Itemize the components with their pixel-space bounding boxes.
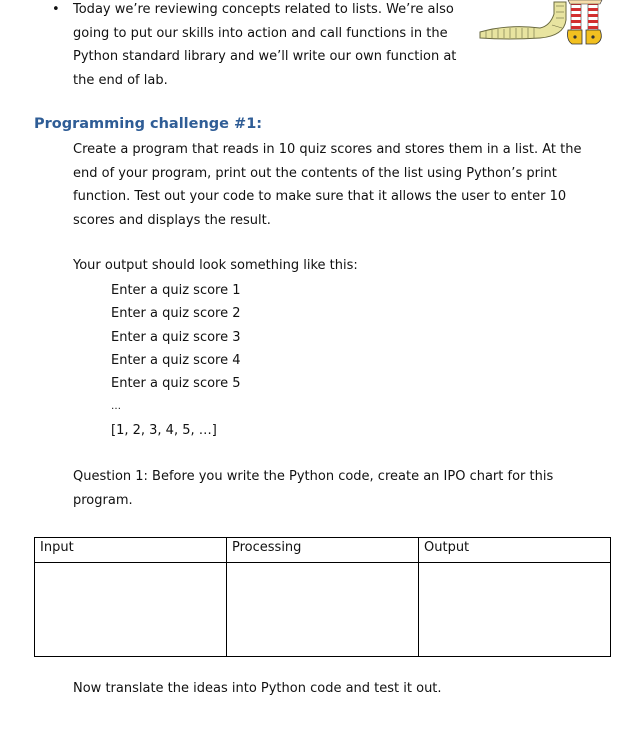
challenge-heading: Programming challenge #1: bbox=[34, 116, 263, 132]
striped-socks bbox=[571, 0, 598, 30]
bullet-icon: • bbox=[52, 2, 60, 17]
ipo-header-output: Output bbox=[419, 538, 611, 563]
shoes bbox=[568, 30, 602, 44]
skirt-hem bbox=[568, 0, 602, 4]
sample-line: Enter a quiz score 3 bbox=[111, 329, 241, 345]
challenge-description: Create a program that reads in 10 quiz scores and stores them in a list. At the end of your program, print out the contents of the list using Python’s print function. Test out your code to make sure that it allows the user to enter 10 scores and displays the result. bbox=[73, 142, 582, 228]
sample-line: Enter a quiz score 2 bbox=[111, 306, 241, 322]
sample-output-lines bbox=[111, 281, 241, 397]
ipo-cell-output[interactable] bbox=[419, 563, 611, 657]
output-intro: Your output should look something like this: bbox=[73, 258, 358, 273]
ipo-body-row bbox=[35, 563, 611, 657]
closing-text: Now translate the ideas into Python code and test it out. bbox=[73, 681, 442, 696]
list-output-line: [1, 2, 3, 4, 5, …] bbox=[111, 423, 217, 438]
intro-text: Today we’re reviewing concepts related to lists. We’re also going to put our skills into action and call functions in the Python standard library and we’ll write our own function at the end of lab. bbox=[73, 2, 457, 88]
sample-line: Enter a quiz score 4 bbox=[111, 352, 241, 368]
question-1: Question 1: Before you write the Python code, create an IPO chart for this program. bbox=[73, 469, 554, 508]
snake-body bbox=[480, 2, 566, 39]
sample-line: Enter a quiz score 5 bbox=[111, 376, 241, 392]
ipo-header-input: Input bbox=[35, 538, 227, 563]
output-ellipsis: … bbox=[111, 401, 121, 412]
ipo-chart-table bbox=[34, 537, 611, 657]
ipo-cell-input[interactable] bbox=[35, 563, 227, 657]
ipo-header-row bbox=[35, 538, 611, 563]
sample-line: Enter a quiz score 1 bbox=[111, 283, 241, 298]
ipo-cell-processing[interactable] bbox=[227, 563, 419, 657]
snake-illustration bbox=[478, 0, 610, 48]
ipo-header-processing: Processing bbox=[227, 538, 419, 563]
